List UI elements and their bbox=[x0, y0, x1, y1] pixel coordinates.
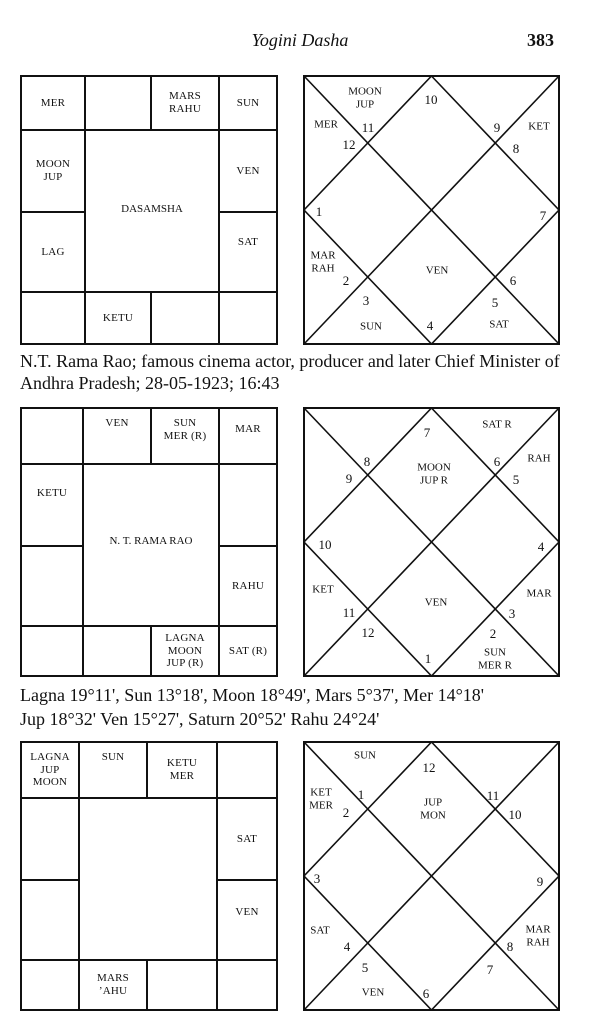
house-planets: RAH bbox=[527, 452, 551, 465]
house-planets: SUN bbox=[353, 749, 377, 762]
house-cell: VEN bbox=[105, 417, 129, 429]
house-number: 10 bbox=[318, 537, 332, 552]
house-number: 6 bbox=[493, 454, 501, 469]
house-number: 9 bbox=[493, 120, 501, 135]
house-number: 11 bbox=[486, 788, 500, 803]
house-cell: VEN bbox=[236, 164, 260, 177]
house-cell bbox=[220, 465, 276, 545]
house-planets: MOON JUP bbox=[348, 85, 382, 110]
south-chart-rama-rao bbox=[20, 407, 278, 677]
house-cell: MARS ʼAHU bbox=[97, 972, 129, 997]
north-chart-1 bbox=[303, 75, 560, 345]
house-cell bbox=[84, 627, 150, 675]
house-cell: SAT bbox=[237, 235, 259, 248]
house-number: 3 bbox=[362, 293, 370, 308]
house-number: 8 bbox=[506, 939, 514, 954]
house-cell: KETU MER bbox=[166, 757, 198, 782]
house-cell bbox=[22, 799, 78, 879]
house-cell bbox=[22, 293, 84, 343]
chart-center-label: N. T. RAMA RAO bbox=[109, 535, 193, 547]
house-number: 4 bbox=[537, 539, 545, 554]
house-number: 9 bbox=[345, 471, 353, 486]
house-cell bbox=[148, 961, 216, 1009]
house-cell bbox=[22, 547, 82, 625]
house-cell bbox=[22, 961, 78, 1009]
house-cell: SUN bbox=[236, 96, 260, 109]
house-number: 1 bbox=[357, 787, 365, 802]
house-planets: SAT bbox=[310, 924, 330, 937]
house-planets: VEN bbox=[425, 264, 449, 277]
house-number: 8 bbox=[363, 454, 371, 469]
house-number: 1 bbox=[315, 204, 323, 219]
south-chart-dasamsha bbox=[20, 75, 278, 345]
house-number: 9 bbox=[536, 874, 544, 889]
house-cell bbox=[218, 743, 276, 797]
house-cell bbox=[218, 961, 276, 1009]
house-planets: VEN bbox=[361, 986, 385, 999]
house-cell bbox=[86, 77, 150, 129]
north-chart-lines bbox=[303, 75, 560, 345]
house-planets: VEN bbox=[424, 596, 448, 609]
north-chart-lines bbox=[303, 741, 560, 1011]
house-cell: SAT (R) bbox=[228, 644, 268, 657]
house-number: 11 bbox=[361, 120, 375, 135]
planet-degrees-line-2: Jup 18°32' Ven 15°27', Saturn 20°52' Rahu 24°24' bbox=[20, 709, 380, 729]
house-cell: MARS RAHU bbox=[169, 90, 201, 115]
house-planets: SUN MER R bbox=[478, 646, 512, 671]
house-number: 12 bbox=[361, 625, 375, 640]
house-cell: MAR bbox=[235, 423, 261, 435]
house-planets: SUN bbox=[359, 320, 383, 333]
house-planets: MAR RAH bbox=[310, 249, 336, 274]
house-number: 2 bbox=[342, 273, 350, 288]
house-number: 2 bbox=[342, 805, 350, 820]
house-number: 5 bbox=[491, 295, 499, 310]
house-number: 7 bbox=[423, 425, 431, 440]
house-cell: LAG bbox=[41, 245, 65, 258]
house-cell: SUN MER (R) bbox=[163, 417, 207, 442]
house-number: 6 bbox=[509, 273, 517, 288]
north-chart-2 bbox=[303, 407, 560, 677]
house-cell bbox=[22, 409, 82, 463]
house-cell: RAHU bbox=[232, 579, 264, 592]
house-planets: MER bbox=[314, 118, 338, 131]
house-number: 4 bbox=[343, 939, 351, 954]
house-planets: MAR bbox=[526, 587, 552, 600]
house-number: 6 bbox=[422, 986, 430, 1001]
house-cell: SAT bbox=[236, 832, 258, 845]
house-planets: MAR RAH bbox=[525, 923, 551, 948]
house-number: 7 bbox=[539, 208, 547, 223]
house-cell: VEN bbox=[235, 905, 259, 918]
house-cell: SUN bbox=[101, 751, 125, 763]
house-planets: SAT R bbox=[482, 418, 512, 431]
house-number: 12 bbox=[422, 760, 436, 775]
house-cell: KETU bbox=[36, 487, 68, 499]
house-planets: SAT bbox=[489, 318, 509, 331]
planet-degrees-line-1: Lagna 19°11', Sun 13°18', Moon 18°49', Mars 5°37', Mer 14°18' bbox=[20, 685, 485, 705]
house-number: 8 bbox=[512, 141, 520, 156]
house-cell: LAGNA MOON JUP (R) bbox=[165, 632, 205, 670]
house-number: 12 bbox=[342, 137, 356, 152]
north-chart-lines bbox=[303, 407, 560, 677]
house-number: 10 bbox=[424, 92, 438, 107]
house-number: 1 bbox=[424, 651, 432, 666]
house-cell: LAGNA JUP MOON bbox=[30, 751, 70, 789]
house-planets: KET MER bbox=[309, 786, 333, 811]
house-cell: MER bbox=[40, 96, 66, 109]
house-number: 10 bbox=[508, 807, 522, 822]
house-number: 11 bbox=[342, 605, 356, 620]
house-number: 3 bbox=[313, 871, 321, 886]
house-planets: JUP MON bbox=[420, 796, 446, 821]
house-number: 5 bbox=[512, 472, 520, 487]
chart-center-label: DASAMSHA bbox=[121, 203, 183, 215]
house-cell bbox=[220, 293, 276, 343]
house-planets: MOON JUP R bbox=[417, 461, 451, 486]
house-planets: KET bbox=[312, 583, 334, 596]
chart-caption: N.T. Rama Rao; famous cinema actor, producer and later Chief Minister of Andhra Pradesh; 28-05-1923; 16:43 bbox=[20, 351, 560, 393]
house-planets: KET bbox=[528, 120, 550, 133]
house-number: 7 bbox=[486, 962, 494, 977]
house-number: 5 bbox=[361, 960, 369, 975]
south-chart-3 bbox=[20, 741, 278, 1011]
house-number: 2 bbox=[489, 626, 497, 641]
page-header-title: Yogini Dasha bbox=[251, 30, 349, 50]
house-cell bbox=[22, 627, 82, 675]
page-number: 383 bbox=[527, 30, 554, 50]
house-cell bbox=[152, 293, 218, 343]
house-cell: MOON JUP bbox=[35, 158, 71, 183]
house-number: 3 bbox=[508, 606, 516, 621]
house-cell bbox=[22, 881, 78, 959]
house-cell: KETU bbox=[102, 311, 134, 324]
north-chart-3 bbox=[303, 741, 560, 1011]
house-number: 4 bbox=[426, 318, 434, 333]
